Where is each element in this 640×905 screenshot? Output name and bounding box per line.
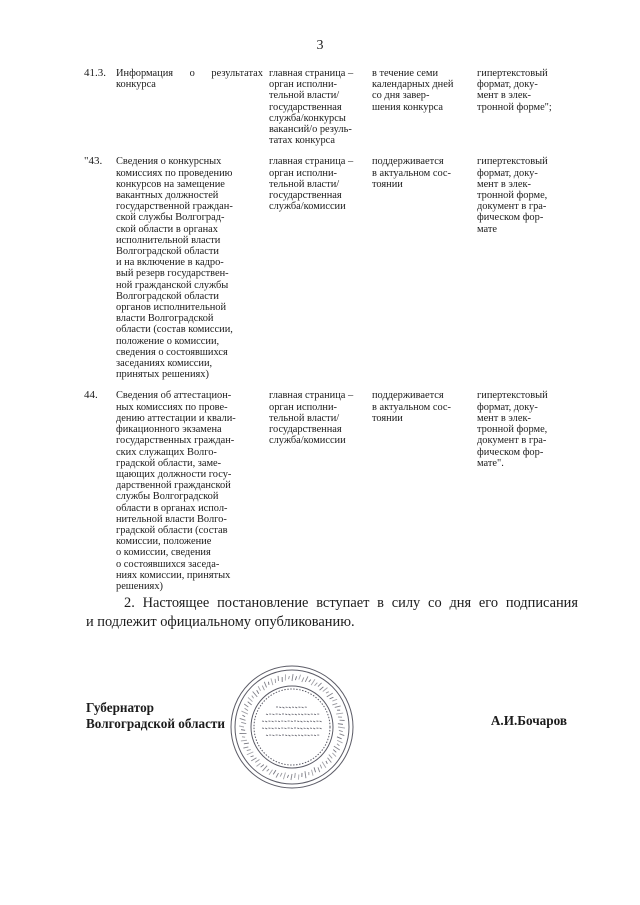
- paragraph-line-1: 2. Настоящее постановление вступает в силу со дня его подписания: [124, 595, 578, 611]
- document-table: [84, 68, 574, 592]
- row-format: гипертекстовый формат, доку- мент в элек- тронной форме, документ в гра- фическом фор- мате".: [477, 390, 548, 469]
- row-period: поддерживается в актуальном сос- тоянии: [372, 390, 451, 424]
- table-row: [84, 156, 574, 380]
- table-row: [84, 390, 574, 592]
- row-number: 41.3.: [84, 67, 106, 79]
- row-number: 44.: [84, 389, 98, 402]
- signature-title-line-1: Губернатор: [86, 700, 154, 715]
- row-location: главная страница – орган исполни- тельной власти/ государственная служба/конкурсы вакансий/о резуль- татах конкурса: [269, 68, 354, 147]
- row-format: гипертекстовый формат, доку- мент в элек- тронной форме";: [477, 68, 552, 113]
- page-number: 3: [316, 38, 324, 53]
- table-row: [84, 68, 574, 146]
- row-period: поддерживается в актуальном сос- тоянии: [372, 156, 451, 190]
- paragraph-line-2: и подлежит официальному опубликованию.: [86, 614, 355, 630]
- signer-name: А.И.Бочаров: [490, 713, 567, 728]
- signature-block: [86, 700, 225, 732]
- row-format: гипертекстовый формат, доку- мент в элек- тронной форме, документ в гра- фическом фор- мате: [477, 156, 548, 235]
- row-info: Информация о результатах конкурса: [116, 68, 263, 91]
- official-seal-image: [228, 663, 356, 791]
- row-info: Сведения об аттестацион- ных комиссиях по прове- дению аттестации и квали- фикационного экзамена государственных граждан- ских служащих Волго- градской области, заме- щающих должности госу- дарственной гражданской службы Волгоградской области в органах испол- нительной власти Волго- градской области (состав комиссии, положение о комиссии, сведения о состоявшихся заседа- ниях комиссии, принятых решениях): [116, 390, 236, 592]
- signature-title-line-2: Волгоградской области: [86, 716, 226, 731]
- row-location: главная страница – орган исполни- тельной власти/ государственная служба/комиссии: [269, 390, 354, 447]
- row-location: главная страница – орган исполни- тельной власти/ государственная служба/комиссии: [269, 156, 354, 213]
- row-number: "43.: [84, 155, 103, 168]
- row-period: в течение семи календарных дней со дня завер- шения конкурса: [372, 68, 454, 113]
- row-info: Сведения о конкурсных комиссиях по проведению конкурсов на замещение вакантных должностей государственной граждан- ской службы Волгоград- ской области в органах исполнительной власти Волгоградской области и на включение в кадро- вый резерв государствен- ной гражданской службы Волгоградской области органов исполнительной власти Волгоградской области (состав комиссии, положение о комиссии, сведения о состоявшихся заседаниях комиссии, принятых решениях): [116, 156, 233, 381]
- final-paragraph: [86, 594, 578, 632]
